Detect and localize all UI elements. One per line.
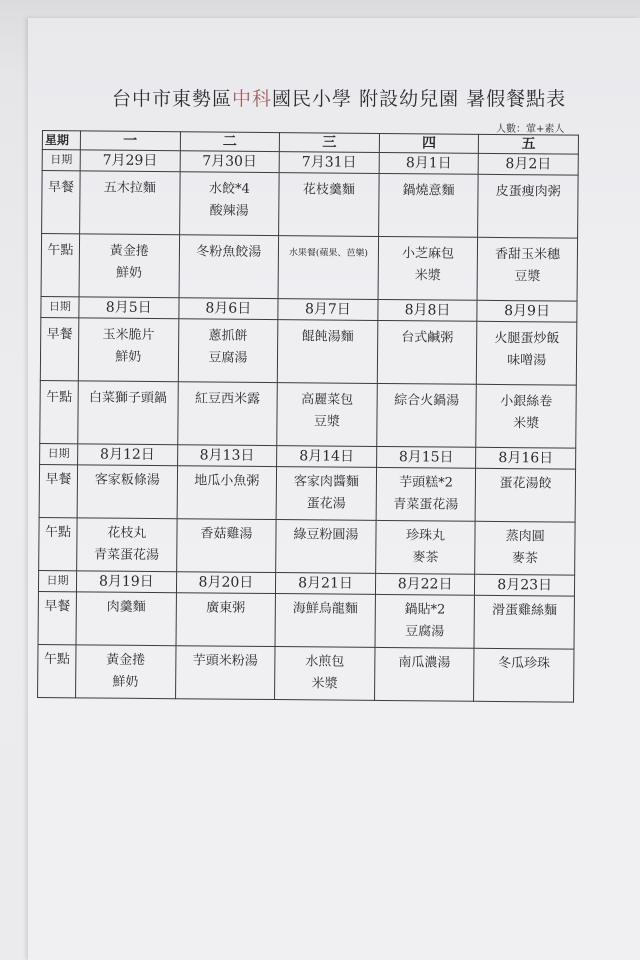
snack-row: [40, 380, 576, 448]
snack-item-line-2: 豆漿: [313, 414, 341, 430]
breakfast-item-line-2: 蛋花湯: [306, 496, 346, 512]
breakfast-cell: [378, 173, 478, 237]
breakfast-cell: [77, 465, 177, 519]
title-school-highlight: 中科: [232, 88, 273, 110]
breakfast-item-line-1: 肉羹麵: [106, 599, 146, 615]
snack-item-line-2: 米漿: [513, 416, 540, 432]
snack-row-label: 午點: [38, 644, 76, 697]
date-cell: 7月30日: [180, 151, 280, 173]
snack-item-line-1: 白菜獅子頭鍋: [88, 390, 168, 407]
date-cell: 8月6日: [178, 298, 278, 320]
snack-row-label: 午點: [40, 380, 79, 443]
snack-cell: [475, 521, 575, 575]
breakfast-item-line-1: 火腿蛋炒飯: [494, 330, 560, 347]
snack-item-line-1: 紅豆西米露: [194, 391, 261, 407]
snack-item-line-1: 冬粉魚餃湯: [196, 244, 262, 260]
snack-row: [38, 644, 574, 702]
breakfast-item-line-1: 海鮮烏龍麵: [292, 601, 358, 617]
snack-cell: [276, 520, 376, 574]
date-row-label: 日期: [40, 443, 78, 464]
snack-item-line-1: 黃金捲: [106, 652, 146, 668]
snack-item-line-1: 小芝麻包: [401, 246, 455, 262]
breakfast-row: [42, 171, 578, 239]
snack-item-line-1: 珍珠丸: [405, 528, 446, 544]
meal-schedule-body: [38, 131, 579, 703]
snack-item-line-2: 鮮奶: [115, 265, 143, 281]
breakfast-cell: [275, 594, 375, 648]
breakfast-cell: [76, 592, 176, 646]
date-row-label: 日期: [42, 150, 80, 171]
snack-item-line-1: 冬瓜珍珠: [497, 656, 551, 672]
breakfast-cell: [377, 320, 477, 384]
date-cell: 8月12日: [78, 444, 178, 466]
title-rest: 國民小學 附設幼兒園 暑假餐點表: [272, 88, 567, 110]
date-cell: 8月9日: [477, 300, 577, 322]
snack-row-label: 午點: [41, 234, 80, 297]
snack-item-line-1: 綜合火鍋湯: [394, 393, 460, 409]
weekday-tue: 二: [180, 132, 280, 152]
headcount-note: 人數：葷+素人: [496, 124, 565, 135]
breakfast-item-line-1: 鍋貼*2: [404, 602, 446, 618]
date-cell: 8月22日: [375, 573, 475, 595]
weekday-wed: 三: [280, 133, 380, 153]
snack-cell: [474, 648, 574, 702]
date-cell: 8月19日: [76, 571, 176, 593]
snack-cell: [76, 645, 176, 699]
breakfast-item-line-1: 水餃*4: [208, 181, 250, 197]
breakfast-item-line-1: 蛋花湯餃: [499, 476, 552, 492]
snack-item-line-1: 水果餐(蘋果、芭樂): [288, 248, 368, 259]
breakfast-item-line-1: 客家粄條湯: [94, 472, 160, 489]
breakfast-row-label: 早餐: [38, 591, 76, 644]
date-cell: 8月5日: [79, 297, 179, 319]
breakfast-row-label: 早餐: [39, 464, 77, 517]
breakfast-cell: [478, 174, 578, 238]
snack-cell: [78, 381, 178, 445]
breakfast-item-line-1: 芋頭糕*2: [399, 475, 453, 491]
date-cell: 7月29日: [80, 150, 180, 172]
snack-cell: [477, 237, 577, 301]
breakfast-item-line-1: 客家肉醬麵: [293, 474, 359, 490]
snack-item-line-1: 香菇雞湯: [200, 526, 253, 542]
breakfast-cell: [277, 320, 377, 384]
breakfast-item-line-1: 玉米脆片: [102, 327, 155, 343]
snack-item-line-2: 青菜蛋花湯: [94, 547, 160, 564]
snack-item-line-2: 麥茶: [412, 550, 439, 566]
breakfast-item-line-2: 青菜蛋花湯: [393, 497, 459, 513]
breakfast-item-line-2: 鮮奶: [115, 349, 142, 365]
date-cell: 8月1日: [379, 152, 479, 174]
date-cell: 8月15日: [376, 446, 476, 468]
snack-item-line-2: 米漿: [414, 268, 441, 284]
snack-cell: [374, 647, 474, 701]
breakfast-item-line-1: 花枝羹麵: [302, 182, 356, 198]
snack-cell: [375, 520, 475, 574]
date-row-label: 日期: [38, 570, 76, 591]
weekday-corner-label: 星期: [42, 131, 80, 150]
snack-row: [41, 234, 577, 302]
breakfast-cell: [376, 467, 476, 521]
breakfast-item-line-1: 蔥抓餅: [208, 328, 248, 344]
snack-item-line-1: 水煎包: [305, 654, 345, 670]
snack-cell: [175, 646, 275, 700]
page-title: [112, 84, 622, 111]
breakfast-item-line-2: 豆腐湯: [208, 350, 248, 366]
breakfast-cell: [475, 468, 575, 522]
snack-cell: [377, 383, 477, 447]
date-cell: 8月21日: [276, 573, 376, 595]
snack-cell: [177, 382, 277, 446]
breakfast-cell: [279, 173, 379, 237]
breakfast-cell: [80, 171, 180, 235]
breakfast-cell: [176, 593, 276, 647]
snack-item-line-1: 南瓜濃湯: [398, 655, 451, 671]
snack-item-line-1: 蒸肉圓: [505, 529, 545, 545]
breakfast-cell: [276, 467, 376, 521]
snack-item-line-2: 米漿: [311, 676, 338, 692]
breakfast-item-line-2: 味噌湯: [507, 353, 547, 369]
snack-item-line-2: 豆漿: [514, 269, 541, 285]
date-cell: 8月8日: [378, 299, 478, 321]
breakfast-item-line-1: 廣東粥: [206, 600, 246, 616]
breakfast-row-label: 早餐: [42, 171, 81, 234]
breakfast-cell: [178, 319, 278, 383]
weekday-fri: 五: [479, 134, 579, 154]
breakfast-row: [38, 591, 574, 649]
breakfast-item-line-1: 台式鹹粥: [401, 330, 454, 346]
snack-cell: [476, 384, 576, 448]
breakfast-item-line-2: 豆腐湯: [405, 624, 445, 640]
date-cell: 8月16日: [476, 447, 576, 469]
snack-item-line-1: 綠豆粉圓湯: [293, 527, 359, 543]
title-location: 台中市東勢區: [112, 88, 233, 110]
date-cell: 8月7日: [278, 299, 378, 321]
breakfast-row-label: 早餐: [40, 317, 79, 380]
snack-item-line-1: 花枝丸: [107, 525, 147, 541]
date-row-label: 日期: [41, 296, 79, 317]
snack-cell: [77, 518, 177, 572]
meal-schedule-table: [37, 130, 579, 703]
breakfast-item-line-1: 地瓜小魚粥: [194, 473, 260, 489]
date-cell: 8月2日: [479, 153, 579, 175]
breakfast-item-line-1: 鍋燒意麵: [402, 183, 455, 199]
date-cell: 8月14日: [277, 446, 377, 468]
date-cell: 8月13日: [177, 445, 277, 467]
snack-cell: [275, 647, 375, 701]
breakfast-cell: [78, 318, 178, 382]
breakfast-cell: [474, 595, 574, 649]
breakfast-cell: [477, 321, 577, 385]
snack-cell: [277, 383, 377, 447]
snack-cell: [378, 236, 478, 300]
snack-cell: [179, 235, 279, 299]
snack-row-label: 午點: [39, 517, 77, 570]
breakfast-item-line-1: 五木拉麵: [103, 180, 156, 196]
weekday-thu: 四: [379, 133, 479, 153]
snack-item-line-1: 黃金捲: [109, 243, 149, 259]
breakfast-cell: [375, 594, 475, 648]
snack-item-line-1: 小銀絲卷: [500, 394, 553, 410]
snack-item-line-1: 高麗菜包: [301, 392, 354, 408]
snack-item-line-1: 芋頭米粉湯: [192, 653, 258, 669]
snack-cell: [176, 519, 276, 573]
breakfast-cell: [177, 466, 277, 520]
breakfast-row: [40, 317, 576, 385]
date-cell: 7月31日: [279, 152, 379, 174]
snack-row: [39, 517, 575, 575]
breakfast-cell: [179, 172, 279, 236]
date-cell: 8月23日: [475, 574, 575, 596]
weekday-mon: 一: [80, 131, 180, 151]
snack-cell: [278, 236, 378, 300]
date-cell: 8月20日: [176, 572, 276, 594]
breakfast-item-line-1: 餛飩湯麵: [301, 329, 354, 345]
snack-item-line-2: 麥茶: [511, 551, 539, 567]
snack-item-line-1: 香甜玉米穗: [495, 246, 561, 263]
breakfast-item-line-2: 酸辣湯: [209, 203, 249, 219]
snack-item-line-2: 鮮奶: [112, 674, 139, 690]
breakfast-item-line-1: 皮蛋瘦肉粥: [495, 183, 561, 200]
snack-cell: [79, 234, 179, 298]
breakfast-item-line-1: 滑蛋雞絲麵: [491, 602, 558, 619]
breakfast-row: [39, 464, 575, 522]
